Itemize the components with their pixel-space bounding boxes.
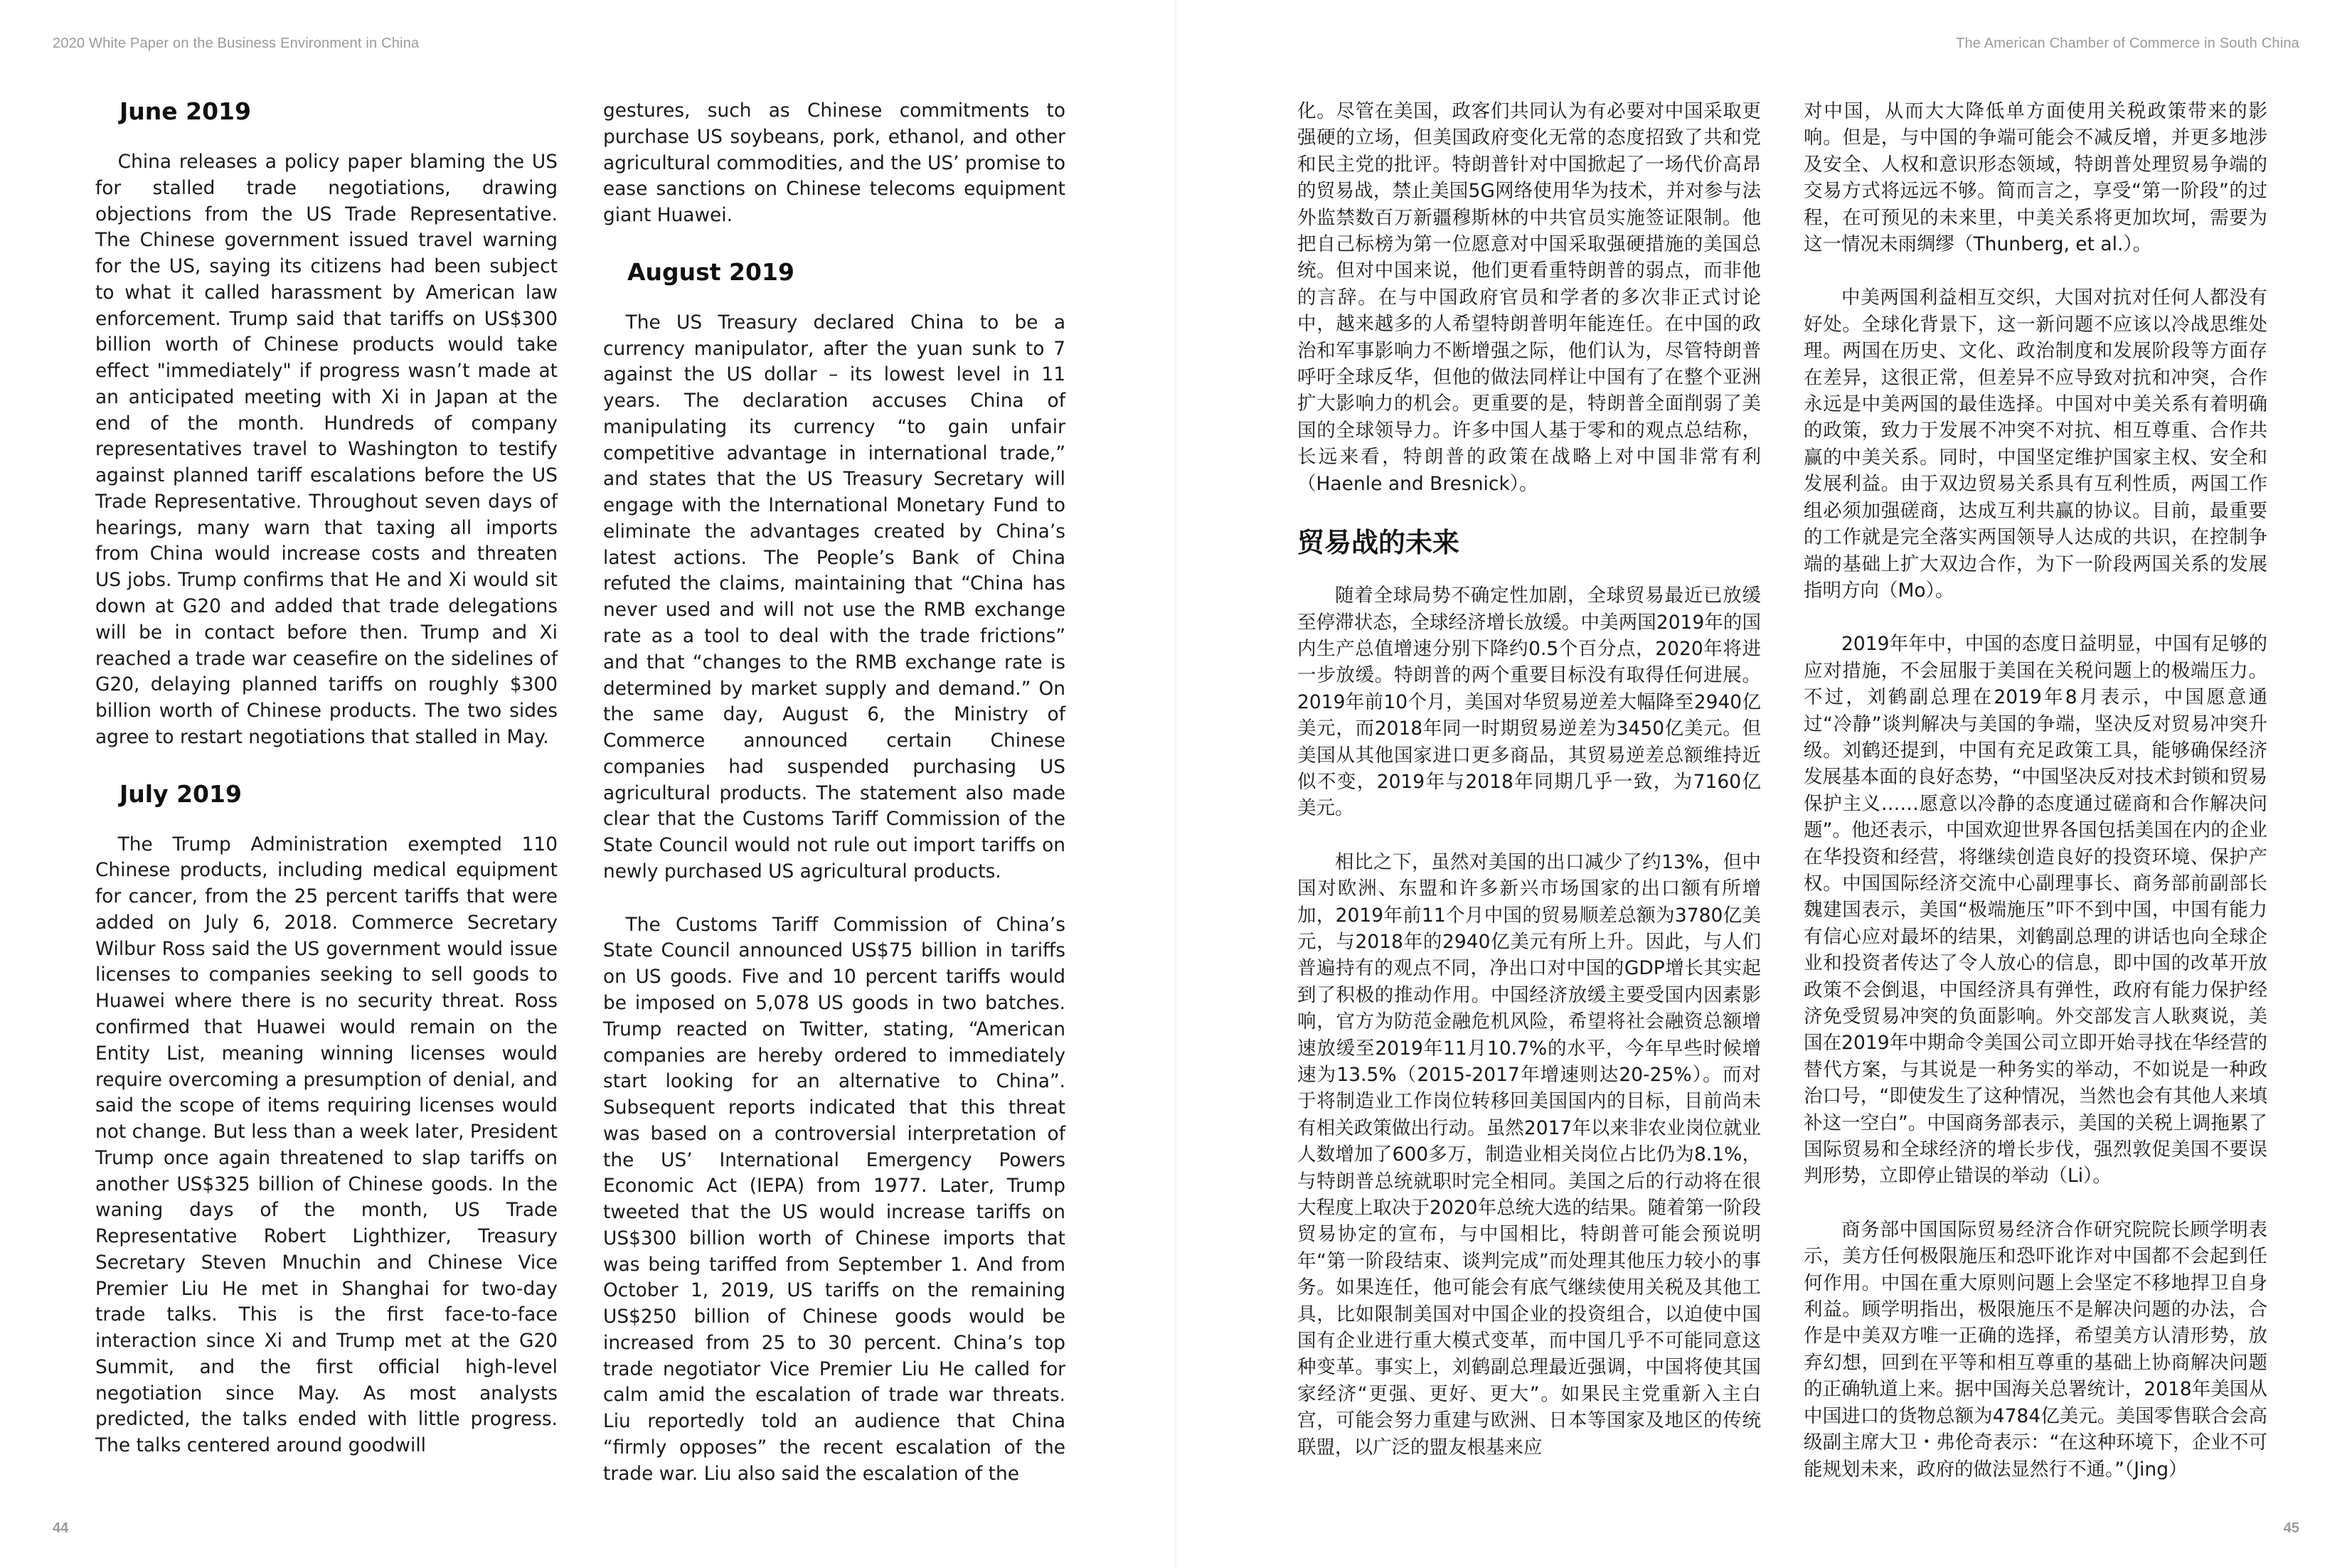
body-paragraph: China releases a policy paper blaming the US for stalled trade negotiations, drawing objections from the US Trade Representative. The Chinese government issued travel warning for the US, saying its citizens had been subject to what it called harassment by American law enforcement. Trump said that tariffs on US$300 billion worth of Chinese products would take effect "immediately" if progress wasn’t made at an anticipated meeting with Xi in Japan at the end of the month. Hundreds of company representatives travel to Washington to testify against planned tariff escalations before the US Trade Representative. Throughout seven days of hearings, many warn that taxing all imports from China would increase costs and threaten US jobs. Trump confirms that He and Xi would sit down at G20 and added that trade delegations will be in contact before then. Trump and Xi reached a trade war ceasefire on the sidelines of G20, delaying planned tariffs on roughly $300 billion worth of Chinese products. The two sides agree to restart negotiations that stalled in May.	[95, 151, 558, 748]
text-column	[1804, 98, 2267, 1483]
section-heading: August 2019	[627, 257, 794, 286]
body-paragraph: 2019年年中，中国的态度日益明显，中国有足够的应对措施，不会屈服于美国在关税问题上的极端压力。不过，刘鹤副总理在2019年8月表示，中国愿意通过“冷静”谈判解决与美国的争端，坚决反对贸易冲突升级。刘鹤还提到，中国有充足政策工具，能够确保经济发展基本面的良好态势，“中国坚决反对技术封锁和贸易保护主义……愿意以冷静的态度通过磋商和合作解决问题”。他还表示，中国欢迎世界各国包括美国在内的企业在华投资和经营，将继续创造良好的投资环境、保护产权。中国国际经济交流中心副理事长、商务部前副部长魏建国表示，美国“极端施压”吓不到中国，中国有能力有信心应对最坏的结果，刘鹤副总理的讲话也向全球企业和投资者传达了令人放心的信息，即中国的改革开放政策不会倒退，中国经济具有弹性，政府有能力保护经济免受贸易冲突的负面影响。外交部发言人耿爽说，美国在2019年中期命令美国公司立即开始寻找在华经营的替代方案，与其说是一种务实的举动，不如说是一种政治口号，“即使发生了这种情况，当然也会有其他人来填补这一空白”。中国商务部表示，美国的关税上调拖累了国际贸易和全球经济的增长步伐，强烈敦促美国不要误判形势，立即停止错误的举动（Li）。	[1804, 633, 2267, 1188]
body-paragraph: 商务部中国国际贸易经济合作研究院院长顾学明表示，美方任何极限施压和恐吓讹诈对中国都不会起到任何作用。中国在重大原则问题上会坚定不移地捍卫自身利益。顾学明指出，极限施压不是解决问题的办法，合作是中美双方唯一正确的选择，希望美方认清形势，放弃幻想，回到在平等和相互尊重的基础上协商解决问题的正确轨道上来。据中国海关总署统计，2018年美国从中国进口的货物总额为4784亿美元。美国零售联合会高级副主席大卫・弗伦奇表示：“在这种环境下，企业不可能规划未来，政府的做法显然行不通。”（Jing）	[1804, 1218, 2267, 1481]
text-column	[1297, 98, 1761, 1461]
text-column	[95, 95, 558, 1459]
body-paragraph: The US Treasury declared China to be a currency manipulator, after the yuan sunk to 7 against the US dollar – its lowest level in 11 years. The declaration accuses China of manipulating its currency “to gain unfair competitive advantage in international trade,” and states that the US Treasury Secretary will engage with the International Monetary Fund to eliminate the advantages created by China’s latest actions. The People’s Bank of China refuted the claims, maintaining that “China has never used and will not use the RMB exchange rate as a tool to deal with the trade frictions” and that “changes to the RMB exchange rate is determined by market supply and demand.” On the same day, August 6, the Ministry of Commerce announced certain Chinese companies had suspended purchasing US agricultural products. The statement also made clear that the Customs Tariff Commission of the State Council would not rule out import tariffs on newly purchased US agricultural products.	[603, 311, 1065, 882]
right-page	[1176, 0, 2352, 1568]
running-head: The American Chamber of Commerce in South China	[1956, 36, 2299, 51]
body-paragraph: 化。尽管在美国，政客们共同认为有必要对中国采取更强硬的立场，但美国政府变化无常的态度招致了共和党和民主党的批评。特朗普针对中国掀起了一场代价高昂的贸易战，禁止美国5G网络使用华为技术，并对参与法外监禁数百万新疆穆斯林的中共官员实施签证限制。他把自己标榜为第一位愿意对中国采取强硬措施的美国总统。但对中国来说，他们更看重特朗普的弱点，而非他的言辞。在与中国政府官员和学者的多次非正式讨论中，越来越多的人希望特朗普明年能连任。在中国的政治和军事影响力不断增强之际，他们认为，尽管特朗普呼吁全球反华，但他的做法同样让中国有了在整个亚洲扩大影响力的机会。更重要的是，特朗普全面削弱了美国的全球领导力。许多中国人基于零和的观点总结称，长远来看，特朗普的政策在战略上对中国非常有利（Haenle and Bresnick）。	[1297, 100, 1761, 495]
body-paragraph: 相比之下，虽然对美国的出口减少了约13%，但中国对欧洲、东盟和许多新兴市场国家的出口额有所增加，2019年前11个月中国的贸易顺差总额为3780亿美元，与2018年的2940亿美元有所上升。因此，与人们普遍持有的观点不同，净出口对中国的GDP增长其实起到了积极的推动作用。中国经济放缓主要受国内因素影响，官方为防范金融危机风险，希望将社会融资总额增速放缓至2019年11月10.7%的水平，今年早些时候增速为13.5%（2015-2017年增速则达20-25%）。而对于将制造业工作岗位转移回美国国内的目标，目前尚未有相关政策做出行动。虽然2017年以来非农业岗位就业人数增加了600多万，制造业相关岗位占比仍为8.1%，与特朗普总统就职时完全相同。美国之后的行动将在很大程度上取决于2020年总统大选的结果。随着第一阶段贸易协定的宣布，与中国相比，特朗普可能会预说明年“第一阶段结束、谈判完成”而处理其他压力较小的事务。如果连任，他可能会有底气继续使用关税及其他工具，比如限制美国对中国企业的投资组合，以迫使中国国有企业进行重大模式变革，而中国几乎不可能同意这种变革。事实上，刘鹤副总理最近强调，中国将使其国家经济“更强、更好、更大”。如果民主党重新入主白宫，可能会努力重建与欧洲、日本等国家及地区的传统联盟，以广泛的盟友根基来应	[1297, 850, 1761, 1458]
body-paragraph: 对中国，从而大大降低单方面使用关税政策带来的影响。但是，与中国的争端可能会不减反增，并更多地涉及安全、人权和意识形态领域，特朗普处理贸易争端的交易方式将远远不够。简而言之，享受“第一阶段”的过程，在可预见的未来里，中美关系将更加坎坷，需要为这一情况未雨绸缪（Thunberg, et al.）。	[1804, 100, 2267, 256]
section-heading: July 2019	[119, 779, 242, 808]
body-paragraph: 中美两国利益相互交织，大国对抗对任何人都没有好处。全球化背景下，这一新问题不应该以冷战思维处理。两国在历史、文化、政治制度和发展阶段等方面存在差异，这很正常，但差异不应导致对抗和冲突，合作永远是中美两国的最佳选择。中国对中美关系有着明确的政策，致力于发展不冲突不对抗、相互尊重、合作共赢的中美关系。同时，中国坚定维护国家主权、安全和发展利益。由于双边贸易关系具有互利性质，两国工作组必须加强磋商，达成互利共赢的协议。目前，最重要的工作就是完全落实两国领导人达成的共识，在控制争端的基础上扩大双边合作，为下一阶段两国关系的发展指明方向（Mo）。	[1804, 287, 2267, 602]
page-number: 44	[53, 1520, 69, 1536]
body-paragraph: 随着全球局势不确定性加剧，全球贸易最近已放缓至停滞状态，全球经济增长放缓。中美两国2019年的国内生产总值增速分别下降约0.5个百分点，2020年将进一步放缓。特朗普的两个重要目标没有取得任何进展。2019年前10个月，美国对华贸易逆差大幅降至2940亿美元，而2018年同一时期贸易逆差为3450亿美元。但美国从其他国家进口更多商品，其贸易逆差总额维持近似不变，2019年与2018年同期几乎一致，为7160亿美元。	[1297, 585, 1761, 820]
body-paragraph: The Trump Administration exempted 110 Chinese products, including medical equipment for cancer, from the 25 percent tariffs that were added on July 6, 2018. Commerce Secretary Wilbur Ross said the US government would issue licenses to companies seeking to sell goods to Huawei where there is no security threat. Ross confirmed that Huawei would remain on the Entity List, meaning winning licenses would require overcoming a presumption of denial, and said the scope of items requiring licenses would not change. But less than a week later, President Trump once again threatened to slap tariffs on another US$325 billion of Chinese goods. In the waning days of the month, US Trade Representative Robert Lighthizer, Treasury Secretary Steven Mnuchin and Chinese Vice Premier Liu He met in Shanghai for two-day trade talks. This is the first face-to-face interaction since Xi and Trump met at the G20 Summit, and the first official high-level negotiation since May. As most analysts predicted, the talks ended with little progress. The talks centered around goodwill	[95, 833, 558, 1457]
body-paragraph: gestures, such as Chinese commitments to purchase US soybeans, pork, ethanol, and other agricultural commodities, and the US’ promise to ease sanctions on Chinese telecoms equipment giant Huawei.	[603, 100, 1065, 227]
section-heading: June 2019	[119, 97, 251, 125]
section-heading: 贸易战的未来	[1297, 527, 1460, 559]
page-number: 45	[2283, 1520, 2299, 1536]
body-paragraph: The Customs Tariff Commission of China’s State Council announced US$75 billion in tariffs on US goods. Five and 10 percent tariffs would be imposed on 5,078 US goods in two batches. Trump reacted on Twitter, stating, “American companies are hereby ordered to immediately start looking for an alternative to China”. Subsequent reports indicated that this threat was based on a controversial interpretation of the US’ International Emergency Powers Economic Act (IEPA) from 1977. Later, Trump tweeted that the US would increase tariffs on US$300 billion worth of Chinese imports that was being tariffed from September 1. And from October 1, 2019, US tariffs on the remaining US$250 billion of Chinese goods would be increased from 25 to 30 percent. China’s top trade negotiator Vice Premier Liu He called for calm amid the escalation of trade war threats. Liu reportedly told an audience that China “firmly opposes” the recent escalation of the trade war. Liu also said the escalation of the	[603, 913, 1065, 1485]
running-head: 2020 White Paper on the Business Environment in China	[53, 36, 420, 51]
text-column	[603, 98, 1065, 1488]
